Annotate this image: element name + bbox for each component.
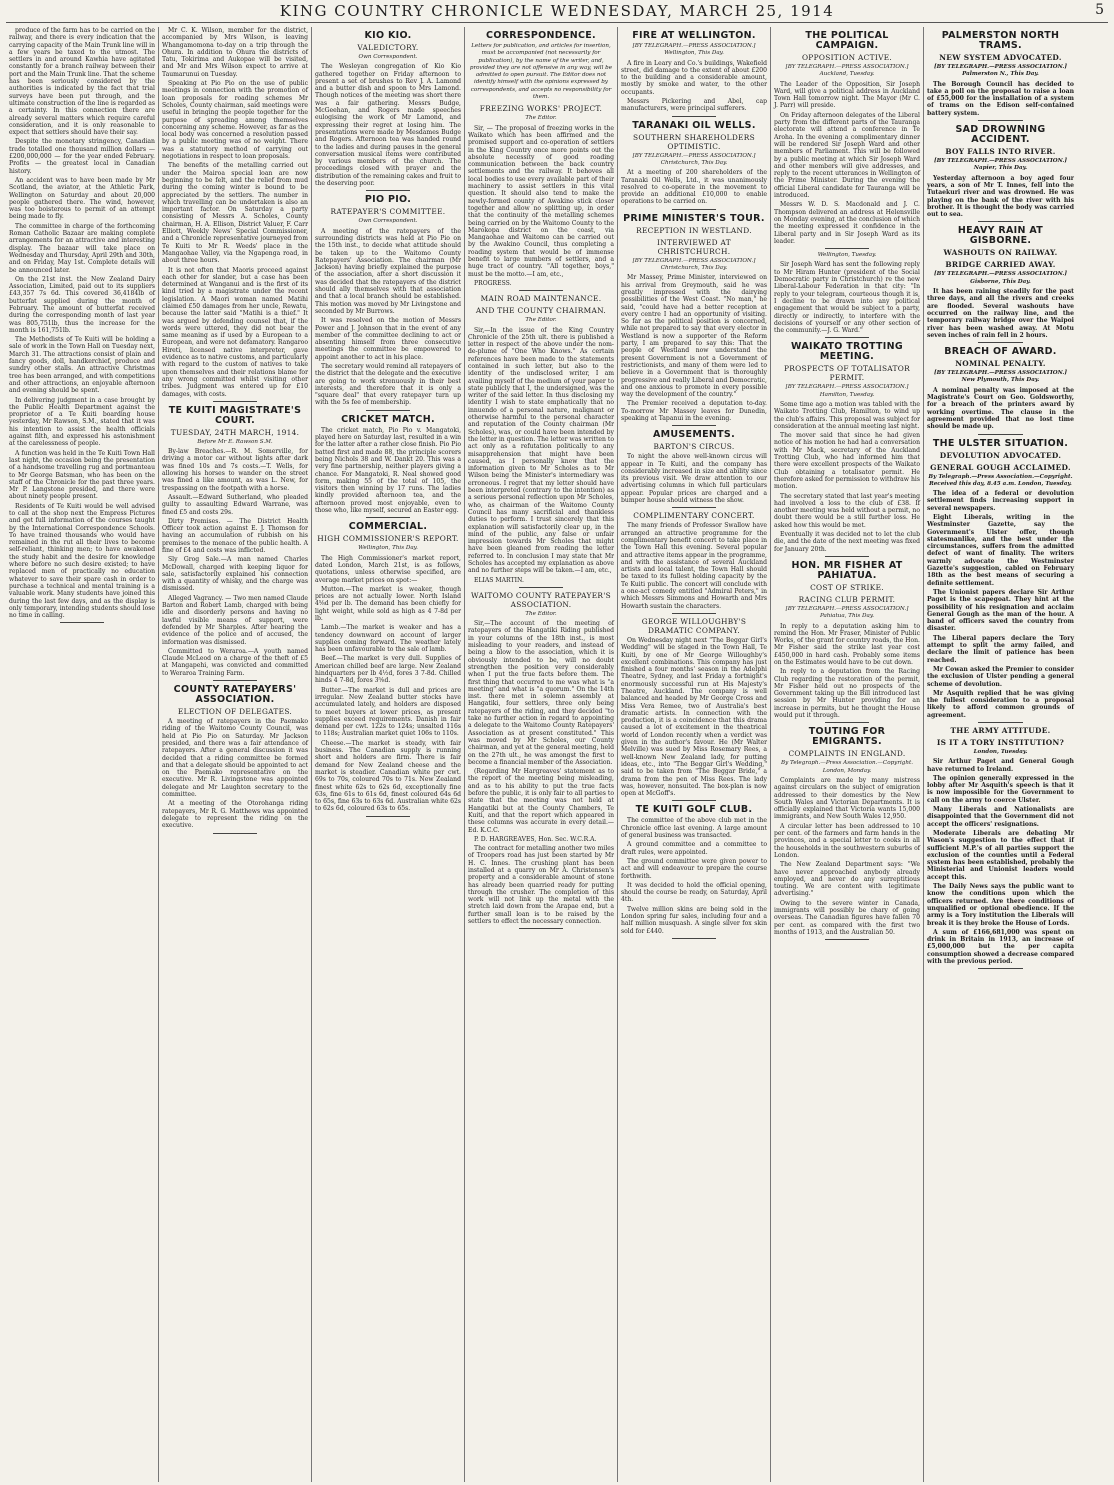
article-paragraph: The many friends of Professor Swallow have arranged an attractive programme for the complimentary benefit concert to take place in the Town Hall this evening. Several popular and attractive items appear in the programme, and with the assistance of several Auckland artists and local talent, the Town Hall should be taxed to its fullest holding capacity by the Te Kuiti public. The concert will conclude with a one-act comedy entitled "Admiral Peters," in which Messrs Simmons and Howarth and Mrs Howarth sustain the characters. <box>621 522 767 610</box>
article-paragraph: Sir, — The proposal of freezing works in the Waikato which has been affirmed and the promised support and co-operation of settlers in the King Country once more points out the absolute necessity of good roading communication between the back country settlements and the railway. It behoves all local bodies to use every available part of their machinery to assist settlers in this vital question. It should also tend to make the newly-formed county of Awakino stick closer together and allow no splitting up, in order that the continuity of the metalling schemes being carried on by the Waitomo County to the Marokopa district on the coast, via Mangaohae and Waitomo can be carried out by the Awakino Council, thus completing a roading system that would be of immense benefit to large numbers of settlers, and a huge tract of country. "All together, boys," must be the motto.—I am, etc., <box>468 124 614 278</box>
article-divider <box>825 248 869 249</box>
article-paragraph: Sir,—In the issue of the King Country Chronicle of the 25th ult. there is published a letter in respect of the above under the nom-de-plume of "One Who Knows." As certain references have been made to the statements contained in such letter, but also to the identity of the undisclosed writer, I am availing myself of the medium of your paper to state publicly that I, the undersigned, was the writer of the said letter. In thus disclosing my identity I wish to state emphatically that no innuendo of a personal nature, malignant or otherwise harmful to the personal character and reputation of the County chairman (Mr Scholes), was, or could have been intended by the letter in question. The letter was written to act only as a refutation politically to any misapprehension that might have been caused, as I personally knew that the information given to Mr Scholes as to Mr Wilson being the Minister's intermediary was erroneous. I regret that my letter should have been interpreted (contrary to the intention) as a serious personal reflection upon Mr Scholes, who, as chairman of the Waitomo County Council has many sacrificial and thankless duties to perform. I trust sincerely that this explanation will satisfactorily clear up, in the mind of the public, any false or unfair impression towards Mr Scholes that might have been gleaned from reading the letter referred to. In conclusion I may state that Mr Scholes has accepted my explanation as above and no further steps will be taken.—I am, etc., <box>468 326 614 575</box>
article <box>315 195 461 406</box>
article <box>774 31 920 245</box>
article-paragraph: The benefits of the metalling carried out under the Mairoa special loan are now beginning to be felt, and the relief from mud during the coming winter is bound to be appreciated by the settlers. The number in which travelling can be undertaken is also an important factor. On Saturday a party consisting of Messrs A. Scholes, County chairman, H. A. Ellison, District Valuer, F. Carr Elliott, Weekly News' Special Commissioner, and a Chronicle representative journeyed from Te Kuiti to Mr R. Weeds' place in the Mangaohae Valley, via the Ngapenga road, in about three hours. <box>162 162 308 265</box>
article <box>468 294 614 303</box>
article-dateline: Before Mr E. Rawson S.M. <box>197 438 273 445</box>
article-dateline: [BY TELEGRAPH.—PRESS ASSOCIATION.] Wellington, This Day. <box>632 43 756 57</box>
article-dateline: [BY TELEGRAPH.—PRESS ASSOCIATION.] Palmerston N., This Day. <box>934 64 1067 78</box>
article-subheading: COST OF STRIKE. <box>810 582 884 592</box>
column-3 <box>312 27 465 1482</box>
article-divider <box>366 517 410 518</box>
article-paragraph: It was decided to hold the official opening, should the course be ready, on Saturday, April 4th. <box>621 881 767 904</box>
article-divider <box>366 190 410 191</box>
article <box>774 561 920 592</box>
article-paragraph: Assault.—Edward Sutherland, who pleaded guilty to assaulting Edward Warrane, was fined £5 and costs 29s. <box>162 493 308 516</box>
article-heading: TARANAKI OIL WELLS. <box>632 119 756 131</box>
article <box>468 306 614 584</box>
article <box>468 104 614 287</box>
article-heading: CORRESPONDENCE. <box>486 30 596 41</box>
article-paragraph: A meeting of the ratepayers of the surrounding districts was held at Pio Pio on the 15th inst., to decide what attitude should be taken up to the Waitomo County Ratepayers' Association. The chairman (Mr Jackson) having briefly explained the purpose of the association, after a short discussion it was decided that the ratepayers of the district should ally themselves with that association and that a local branch should be established. This motion was moved by Mr Livingstone and seconded by Mr Burrows. <box>315 227 461 315</box>
article-paragraph: The committee in charge of the forthcoming Roman Catholic Bazaar are making complete arrangements for an attractive and interesting display. The bazaar will take place on Wednesday and Thursday, April 29th and 30th, and on Friday, May 1st. Complete details will be announced later. <box>9 222 155 274</box>
article-paragraph: Moderate Liberals are debating Mr Wason's suggestion to the effect that if sufficient M.P.'s of all parties support the exclusion of the counties until a Federal system has been established, probably the Ministerial and Unionist leaders would accept this. <box>927 829 1074 881</box>
article-subheading: WAITOMO COUNTY RATEPAYER'S ASSOCIATION. <box>471 590 611 609</box>
article-paragraph: Cheese.—The market is steady, with fair business. The Canadian supply is running short and holders are firm. There is fair demand for New Zealand cheese and the market is steadier. Canadian white per cwt. 69s to 70s, coloured 70s to 71s. New Zealand finest white 62s to 62s 6d, exceptionally fine 63s, fine 61s to 61s 6d, finest coloured 64s 6d to 65s, fine 63s to 63s 6d. Australian white 62s to 62s 6d, coloured 63s to 65s. <box>315 739 461 813</box>
article-heading: BREACH OF AWARD. <box>944 346 1057 358</box>
article-paragraph: The idea of a federal or devolution settlement finds increasing support in several newspapers. <box>927 490 1074 512</box>
article-dateline: Wellington, This Day. <box>358 545 418 552</box>
article-paragraph: The committee of the above club met in the Chronicle office last evening. A large amount of general business was transacted. <box>621 817 767 840</box>
article-paragraph: The contract for metalling another two miles of Troopers road has just been started by Mr H. C. Innes. The crushing plant has been installed at a quarry on Mr A. Christensen's property and a considerable amount of stone has already been quarried ready for putting through the crusher. The completion of this work will not link up the metal with the stretch laid down from the Arapae end, but a further small loan is to be raised by the settlers to effect the necessary connection. <box>468 845 614 926</box>
article-heading: PRIME MINISTER'S TOUR. <box>623 212 765 224</box>
article-paragraph: Sir Arthur Paget and General Gough have returned to Ireland. <box>927 758 1074 773</box>
article-paragraph: It has been raining steadily for the past three days, and all the rivers and creeks are flooded. Several washouts have occurred on the railway line, and the temporary railway bridge over the Waipoi river has been washed away. At Motu seven inches of rain fell in 2 hours. <box>927 288 1074 339</box>
article-dateline: [BY TELEGRAPH.—PRESS ASSOCIATION.] New Plymouth, This Day. <box>934 370 1067 384</box>
article <box>162 406 308 677</box>
article-divider <box>519 928 563 929</box>
article-subheading: ELECTION OF DELEGATES. <box>177 707 293 717</box>
article <box>315 415 461 515</box>
column-2 <box>159 27 312 1482</box>
article-paragraph: The Unionist papers declare Sir Arthur Paget is the scapegoat. They hint at the possibility of his resignation and acclaim General Gough as the man of the hour. A band of officers saved the country from disaster. <box>927 588 1074 633</box>
article-paragraph: A meeting of ratepayers in the Paemako riding of the Waitomo County Council, was held at Pio Pio on Saturday. Mr Jackson presided, and there was a fair attendance of ratepayers. After a general discussion it was decided that a riding committee be formed and that a delegate should be appointed to act on the Paemako representative on the executive. Mr R. Livingstone was appointed delegate and Mr Laughton secretary to the committee. <box>162 718 308 799</box>
article-paragraph: Sly Grog Sale.—A man named Charles McDowall, charged with keeping liquor for sale, satisfactorily explained his connection with a quantity of whisky, and the charge was dismissed. <box>162 556 308 593</box>
article-paragraph: Alleged Vagrancy. — Two men named Claude Barton and Robert Lamb, charged with being idle and disorderly persons and having no lawful visible means of support, were defended by Mr Sharples. After hearing the evidence of the police and of accused, the information was dismissed. <box>162 594 308 646</box>
article-divider <box>825 939 869 940</box>
article-paragraph: At a meeting of the Otorohanga riding ratepayers, Mr R. G. Matthews was appointed delegate to represent the riding on the executive. <box>162 800 308 830</box>
article-subheading: IS IT A TORY INSTITUTION? <box>936 738 1065 747</box>
article-divider <box>672 507 716 508</box>
article <box>621 430 767 504</box>
article <box>621 31 767 113</box>
article-dateline: [BY TELEGRAPH.—PRESS ASSOCIATION.] Gisborne, This Day. <box>934 271 1067 285</box>
article <box>468 31 614 101</box>
article-subheading: RECEPTION IN WESTLAND. <box>636 225 752 235</box>
article-heading: SAD DROWNING ACCIDENT. <box>955 124 1046 146</box>
article-paragraph: Sir,—The account of the meeting of ratepayers of the Hangatiki Riding published in your columns of the 18th inst., is most misleading to your readers, and instead of being a blow to the association, which it is obviously intended to be, will no doubt strengthen the position very considerably when I put the true facts before them. The first thing that occurred to me was what is "a meeting" and what is "a quorum." On the 14th inst. there met in solemn assembly at Hangatiki, four settlers, three only being ratepayers of the riding, and they decided "to take no further action in regard to appointing a delegate to the Waitomo County Ratepayers' Association as at present constituted." This was moved by Mr Scholes, our County chairman, and yet at the general meeting, held on the 27th ult., he was amongst the first to become a financial member of the Association. <box>468 620 614 766</box>
article-paragraph: Despite the monetary stringency, Canadian trade totalled one thousand million dollars — £200,000,000 — for the year ended February. Profits — the greatest local in Canadian history. <box>9 138 155 175</box>
article-paragraph: Owing to the severe winter in Canada, immigrants will possibly be chary of going overseas. The Canadian figures have fallen 70 per cent. as compared with the first two months of 1913, and the Australian 50. <box>774 899 920 936</box>
article-divider <box>672 425 716 426</box>
article <box>162 685 308 829</box>
article-paragraph: A circular letter has been addressed to 10 per cent. of the farmers and farm hands in the provinces, and a special letter to cooks in all the households in the southwestern suburbs of London. <box>774 822 920 859</box>
article <box>774 252 920 334</box>
article-divider <box>366 816 410 817</box>
article-subheading: MAIN ROAD MAINTENANCE. <box>480 294 602 304</box>
column-1 <box>6 27 159 1482</box>
article-heading: CRICKET MATCH. <box>341 413 435 425</box>
article-subheading: TUESDAY, 24TH MARCH, 1914. <box>170 427 300 437</box>
article-paragraph: To night the above well-known circus will appear in Te Kuiti, and the company has considerably increased in size and ability since its previous visit. We draw attention to our advertising columns in which full particulars appear. Popular prices are charged and a bumper house should witness the show. <box>621 453 767 505</box>
article <box>621 121 767 206</box>
article-subheading: WASHOUTS ON RAILWAY. <box>943 248 1058 258</box>
article-dateline: Own Correspondent. <box>358 54 418 60</box>
article-dateline: [BY TELEGRAPH.—PRESS ASSOCIATION.] Hamilton, Tuesday. <box>785 384 909 398</box>
article <box>9 27 155 619</box>
column-7 <box>924 27 1077 1482</box>
page-number: 5 <box>1095 2 1104 18</box>
article-dateline: Wellington, Tuesday. <box>817 252 877 259</box>
article-paragraph: A function was held in the Te Kuiti Town Hall last night, the occasion being the presentation of a handsome travelling rug and portmanteau to Mr George Batsman, who has been on the staff of the Chronicle for the past three years. Mr P. Langstone presided, and there were about ninety people present. <box>9 449 155 501</box>
article-heading: THE ULSTER SITUATION. <box>932 437 1069 449</box>
article <box>927 347 1074 430</box>
article-paragraph: The opinion generally expressed in the lobby after Mr Asquith's speech is that it is now impossible for the Government to call on the army to coerce Ulster. <box>927 774 1074 804</box>
article-heading: TOUTING FOR EMIGRANTS. <box>808 726 886 748</box>
article-paragraph: Messrs Pickering and Abel, cap manufacturers, were principal sufferers. <box>621 98 767 113</box>
article-paragraph: The Wesleyan congregation of Kio Kio gathered together on Friday afternoon to present a set of brushes to Rev J. A. Lamond and a butter dish and spoon to Mrs Lamond. Though notices of the meeting was short there was a fair gathering. Messrs Budge, McGeehan, and Rogers made speeches eulogising the work of Mr Lamond, and expressing their regret at losing him. The presentations were made by Mesdames Budge and Rogers. Afternoon tea was handed round to the ladies and during pauses in the general conversation musical items were contributed by various members of the church. The proceedings closed with prayer and the distribution of the remaining cakes and fruit to the deserving poor. <box>315 63 461 188</box>
article <box>621 617 767 798</box>
article-subheading: DEVOLUTION ADVOCATED. <box>939 450 1062 460</box>
article-subheading: AND THE COUNTY CHAIRMAN. <box>475 306 607 316</box>
article-divider <box>672 116 716 117</box>
article-paragraph: The Liberal papers declare the Tory attempt to split the army failed, and declare the limit of patience has been reached. <box>927 634 1074 664</box>
article-heading: FIRE AT WELLINGTON. <box>632 30 756 41</box>
article <box>927 226 1074 257</box>
article <box>621 214 767 235</box>
article-paragraph: Dirty Premises. — The District Health Officer took action against E. J. Thomson for having an accumulation of rubbish on his premises to the menace of the public health. A fine of £4 and costs was inflicted. <box>162 517 308 554</box>
article <box>927 726 1074 735</box>
article-divider <box>978 722 1022 723</box>
article-paragraph: Messrs W. D. S. Macdonald and J. C. Thompson delivered an address at Helensville on Monday evening, at the conclusion of which the meeting expressed it confidence in the Liberal party and in Sir Joseph Ward as its leader. <box>774 201 920 245</box>
article-paragraph: At a meeting of 200 shareholders of the Taranaki Oil Wells, Ltd., it was unanimously resolved to co-operate in the movement to provide an additional £10,000 to enable operations to be carried on. <box>621 169 767 206</box>
article <box>927 31 1074 117</box>
article-paragraph: By-law Breaches.—R. M. Somerville, for driving a motor car without lights after dark was fined 10s and 7s costs.—T. Wells, for allowing his horses to wander on the street was fined a like amount, as was L. New, for trespassing on the footpath with a horse. <box>162 448 308 492</box>
article-paragraph: Many Liberals and Nationalists are disappointed that the Government did not accept the officers' resignations. <box>927 806 1074 828</box>
article-dateline: [BY TELEGRAPH.—PRESS ASSOCIATION.] Auckland, Tuesday. <box>785 64 909 78</box>
article-paragraph: Complaints are made by many mistress against circulars on the subject of emigration addressed to their domestics by the New South Wales and Victorian Departments. It is officially explained that Victoria wants 15,000 immigrants, and New South Wales 12,950. <box>774 776 920 821</box>
article-dateline: Own Correspondent. <box>358 218 418 225</box>
article-dateline: The Editor. <box>525 317 557 324</box>
article-paragraph: It was resolved on the motion of Messrs Power and J. Johnson that in the event of any member of the committee declining to act or absenting himself from three consecutive meetings the committee be empowered to appoint another to act in his place. <box>315 317 461 361</box>
article-divider <box>978 342 1022 343</box>
article-dateline: The Editor. <box>525 115 557 122</box>
article-subheading: GEORGE WILLOUGHBY'S DRAMATIC COMPANY. <box>641 616 747 635</box>
article-paragraph: In delivering judgment in a case brought by the Public Health Department against the proprietor of a Te Kuiti boarding house yesterday, Mr Rawson, S.M., stated that it was his intention to assist the health officials against filth, and expressed his astonishment at the carelessness of people. <box>9 396 155 448</box>
article-divider <box>519 587 563 588</box>
article-paragraph: The Borough Council has decided to take a poll on the proposal to raise a loan of £55,000 for the installation of a system of trams on the Edison self-contained battery system. <box>927 80 1074 117</box>
article-dateline: By Telegraph.—Press Association.—Copyright. London, Monday. <box>780 760 913 774</box>
article-paragraph: A nominal penalty was imposed at the Magistrate's Court on Geo. Goldsworthy, for a breach of the printers award by working overtime. The clause in the agreement provided that no lost time should be made up. <box>927 386 1074 431</box>
article-paragraph: (Regarding Mr Hargreaves' statement as to the report of the meeting being misleading, and as to his ability to put the true facts before the public, it is only fair to all parties to state that the meeting was not held at Hangatiki but at the County Chambers, Te Kuiti, and that the report which appeared in these columns was accurate in every detail.—Ed. K.C.C. <box>468 768 614 834</box>
article-paragraph: Speaking at Pio Pio on the use of public meetings in connection with the promotion of loan proposals for roading schemes Mr Scholes, County chairman, said meetings were useful in bringing the people together for the purpose of spreading among themselves concerning any scheme. However, as far as the local body was concerned a resolution passed by a public meeting was of no weight. There was a statutory method of carrying out negotiations in respect to loan proposals. <box>162 80 308 161</box>
article-dateline: [BY TELEGRAPH.—PRESS ASSOCIATION.] Pahiatua, This Day. <box>785 605 909 620</box>
masthead <box>6 0 1108 23</box>
article-paragraph: A sum of £166,681,000 was spent on drink in Britain in 1913, an increase of £5,000,000 but the per capita consumption showed a decrease compared with the previous period. <box>927 928 1074 966</box>
newspaper-title: KING COUNTRY CHRONICLE WEDNESDAY, MARCH 25, 1914 <box>279 2 835 20</box>
article <box>162 27 308 398</box>
article-subheading: VALEDICTORY. <box>357 43 419 52</box>
article-subheading: BRIDGE CARRIED AWAY. <box>945 260 1056 270</box>
article-divider <box>978 120 1022 121</box>
article-subheading: COMPLAINTS IN ENGLAND. <box>788 749 906 759</box>
article-heading: WAIKATO TROTTING MEETING. <box>791 341 903 363</box>
article-paragraph: Mr Massey, Prime Minister, interviewed on his arrival from Greymouth, said he was greatly impressed with the dairying possibilities of the West Coast. "No man," he said, "could have had a better reception at every centre I had an opportunity of visiting. So far as the political position is concerned, while not prepared to say that every elector in Westland is now a supporter of the Reform party, I am prepared to say this: That the people of Westland now understand the present Government is not a Government of restrictionists, and many of them were led to believe in a Government that is thoroughly progressive and really Liberal and Democratic, and one anxious to promote in every possible way the development of the country." <box>621 274 767 399</box>
article <box>468 591 614 925</box>
article-subheading: GENERAL GOUGH ACCLAIMED. <box>930 462 1071 472</box>
article <box>774 727 920 936</box>
article-heading: PIO PIO. <box>364 194 412 206</box>
article-subheading: BARTON'S CIRCUS. <box>653 442 735 452</box>
article <box>927 125 1074 218</box>
article-heading: COMMERCIAL. <box>348 521 428 533</box>
article-paragraph: The High Commissioner's market report, dated London, March 21st, is as follows, quotations, unless otherwise specified, are average market prices on spot:— <box>315 554 461 584</box>
article-heading: PALMERSTON NORTH TRAMS. <box>941 30 1060 51</box>
newspaper-columns <box>6 27 1108 1482</box>
article-paragraph: Butter.—The market is dull and prices are irregular. New Zealand butter stocks have accumulated lately, and holders are disposed to meet buyers at lower prices, as present supplies exceed requirements. Danish in fair demand per cwt. 122s to 124s; unsalted 116s to 118s; Australian market quiet 106s to 110s. <box>315 686 461 738</box>
article-dateline: [BY TELEGRAPH.—PRESS ASSOCIATION.] Christchurch, This Day. <box>632 257 756 272</box>
article-paragraph: Mr Asquith replied that he was giving the fullest consideration to a proposal likely to afford common grounds of agreement. <box>927 689 1074 719</box>
article <box>774 595 920 719</box>
article-paragraph: Lamb.—The market is weaker and has a tendency downward on account of larger supplies coming forward. The weather lately has been unfavourable to the sale of lamb. <box>315 624 461 654</box>
article-paragraph: ELIAS MARTIN. <box>474 576 524 584</box>
article <box>927 260 1074 339</box>
article-heading: KIO KIO. <box>364 30 412 41</box>
article-subheading: BOY FALLS INTO RIVER. <box>945 147 1056 157</box>
column-5 <box>618 27 771 1482</box>
article-paragraph: Yesterday afternoon a boy aged four years, a son of Mr T. Innes, fell into the Tutaekuri river and was drowned. He was playing on the bank of the river with his brother. It is thought the body was carried out to sea. <box>927 174 1074 219</box>
article-paragraph: Mr Cowan asked the Premier to consider the exclusion of Ulster pending a general scheme of devolution. <box>927 665 1074 688</box>
article-divider <box>978 968 1022 969</box>
article-paragraph: PROGRESS. <box>474 279 512 287</box>
article-heading: HON. MR FISHER AT PAHIATUA. <box>791 559 903 581</box>
article-divider <box>825 722 869 723</box>
article-paragraph: A fire in Leary and Co.'s buildings, Wakefield street, did damage to the extent of about £200 to the building and a considerable amount, mostly by smoke and water, to the other occupants. <box>621 59 767 96</box>
article <box>927 738 1074 965</box>
article-paragraph: The Leader of the Opposition, Sir Joseph Ward, will give a political address in Auckland Town Hall tomorrow night. The Mayor (Mr C. J. Parr) will preside. <box>774 80 920 110</box>
article-paragraph: An accident was to have been made by Mr Scotland, the aviator, at the Athletic Park, Wellington on Saturday and about 20,000 people gathered there. The wind, however, was too boisterous to permit of an attempt being made to fly. <box>9 176 155 221</box>
article-subheading: RACING CLUB PERMIT. <box>798 594 896 604</box>
article-paragraph: Eventually it was decided not to let the club die, and the date of the next meeting was fixed for January 20th. <box>774 531 920 553</box>
article-paragraph: On the 21st inst. the New Zealand Dairy Association, Limited, paid out to its suppliers £43,357 7s 6d. This covered 36,4184lb of butterfat supplied during the month of February. The amount of butterfat received during the corresponding month of last year was 805,751lb, thus the increase for the month is 161,751lb. <box>9 275 155 334</box>
article <box>315 522 461 812</box>
article-paragraph: produce of the farm has to be carried on the railway, and there is every indication that the carrying capacity of the Main Trunk line will in a few years be taxed to the utmost. The settlers in and around Kawhia have agitated constantly for a branch railway between their port and the Main Trunk line. That the scheme has been seriously considered by the authorities is indicated by the fact that trial surveys have been put through, and the ultimate construction of the line is regarded as a certainty. In this connection there are already several matters which require careful consideration, and it is only reasonable to expect that settlers should have their say. <box>9 27 155 137</box>
article-divider <box>60 622 104 623</box>
article-paragraph: Mr C. K. Wilson, member for the district, accompanied by Mrs Wilson, is leaving Whangamomona to-day on a trip through the Ohura. In addition to Ohura the districts of Tatu, Tokirima and Aukopae will be visited, and Mr and Mrs Wilson expect to arrive at Taumarunui on Tuesday. <box>162 27 308 78</box>
article-paragraph: Some time ago a motion was tabled with the Waikato Trotting Club, Hamilton, to wind up the club's affairs. This proposal was subject for consideration at the annual meeting last night. <box>774 400 921 430</box>
article-paragraph: On Wednesday night next "The Beggar Girl's Wedding" will be staged in the Town Hall, Te Kuiti, by one of Mr George Willoughby's excellent combinations. This company has just finished a four months' season in the Adelphi Theatre, Sydney, and last Friday a fortnight's enormously successful run at His Majesty's Theatre, Auckland. The company is well balanced and headed by Mr George Cross and Miss Vera Remee, two of Australia's best dramatic artists. In connection with the production, it is a coincidence that this drama caused a lot of excitement in the theatrical world of London recently when a verdict was given in the author's favour. He (Mr Walter Melville) was sued by Miss Rosemary Rees, a well-known New Zealand lady, for putting ideas, etc., into "The Beggar Girl's Wedding," said to be taken from "The Beggar Bride," a drama from the pen of Miss Rees. The lady was, however, nonsuited. The box-plan is now open at McGoff's. <box>621 636 767 798</box>
article-divider <box>213 401 257 402</box>
article-heading: AMUSEMENTS. <box>653 429 735 441</box>
article-subheading: RATEPAYER'S COMMITTEE. <box>330 207 446 217</box>
article-paragraph: In reply to a deputation asking him to remind the Hon. Mr Fraser, Minister of Public Works, of the grant for country roads, the Hon. Mr Fisher said the strike last year cost £450,000 in hard cash. Probably some items on the Estimates would have to be cut down. <box>774 622 920 666</box>
article-paragraph: Beef.—The market is very dull. Supplies of American chilled beef are large. New Zealand hindquarters per lb 4½d, fores 3 7-8d. Chilled hinds 4 7-8d, fores 3⅝d. <box>315 655 461 685</box>
article-subheading: NEW SYSTEM ADVOCATED. <box>939 53 1062 62</box>
article-paragraph: Sir Joseph Ward has sent the following reply to Mr Hiram Hunter (president of the Social Democratic party in Christchurch) re the new Liberal-Labour Federation in that city: "In reply to your telegram, courteous though it is, I decline to be drawn into any political engagement that would be subject to a party, directly or indirectly, to interfere with the decisions of yourself or any other section of the community.—J. G. Ward." <box>774 261 920 335</box>
article <box>621 511 767 610</box>
article-paragraph: A ground committee and a committee to draft rules, were appointed. <box>621 841 767 856</box>
article-subheading: THE ARMY ATTITUDE. <box>950 726 1051 735</box>
article-subheading: NOMINAL PENALTY. <box>955 359 1046 369</box>
article-divider <box>213 680 257 681</box>
article-dateline: [BY TELEGRAPH.—PRESS ASSOCIATION.] Napier, This Day. <box>934 158 1067 172</box>
article-paragraph: Mutton.—The market is weaker, though prices are not actually lower. North Island 4⅝d per lb. The demand has been chiefly for light weight, while sold as high as 4 7-8d per lb. <box>315 585 461 622</box>
article-paragraph: The secretary would remind all ratepayers of the district that the delegate and the executive are going to work strenuously in their best interests, and therefore that it is only a "square deal" that every ratepayer turn up with the 5s fee of membership. <box>315 362 461 407</box>
article-heading: TE KUITI GOLF CLUB. <box>635 804 753 816</box>
article-divider <box>213 833 257 834</box>
article-paragraph: In reply to a deputation from the Racing Club regarding the restoration of the permit, Mr Fisher held out no prospects of the Government taking up the Bill introduced last session by Mr Hunter providing for an increase in permits, but he thought the House would put it through. <box>774 668 920 720</box>
article <box>927 463 1074 720</box>
article-divider <box>825 556 869 557</box>
article-paragraph: The New Zealand Department says: "We have never approached anybody already employed, and never do any surreptitious touting. We are content with legitimate advertising." <box>774 861 920 898</box>
article-dateline: [BY TELEGRAPH.—PRESS ASSOCIATION.] Christchurch, This Day. <box>632 152 756 166</box>
article-divider <box>672 209 716 210</box>
article-dateline: London, Tuesday. <box>973 749 1028 755</box>
article-heading: HEAVY RAIN AT GISBORNE. <box>957 225 1044 247</box>
article-paragraph: Residents of Te Kuiti would be well advised to call at the shop next the Empress Pictures and get full information of the courses taught by the International Correspondence Schools. To have trained thousands who would have remained in the rut all their lives to become self-reliant, thinking men; to have awakened the study habit and the desire for knowledge where before no such desire existed; to have replaced men of practically no education whatever to save their spare cash in order to purchase a technical and mental training is a valuable work. Many students have joined this during the last few days, and as the display is only temporary, intending students should lose no time in calling. <box>9 502 155 620</box>
article-divider <box>978 221 1022 222</box>
article-paragraph: Committed to Weraroa.—A youth named Claude McLeod on a charge of the theft of £5 at Mangapehi, was convicted and committed to Weraroa Training Farm. <box>162 647 308 677</box>
article-paragraph: Twelve million skins are being sold in the London spring fur sales, including four and a half million musquash. A single silver fox skin sold for £440. <box>621 905 767 935</box>
article <box>315 31 461 187</box>
article-subheading: FREEZING WORKS' PROJECT. <box>479 104 603 114</box>
article-divider <box>672 613 716 614</box>
article-dateline: The Editor. <box>525 610 557 617</box>
article-dateline: By Telegraph.—Press Association.—Copyright. Received this day, 8.45 a.m. London, Tuesday. <box>928 473 1073 487</box>
article-subheading: OPPOSITION ACTIVE. <box>801 53 893 62</box>
article <box>621 805 767 934</box>
column-4 <box>465 27 618 1482</box>
article-divider <box>519 290 563 291</box>
article-subheading: HIGH COMMISSIONER'S REPORT. <box>317 534 459 544</box>
article-divider <box>672 800 716 801</box>
article-subheading: PROSPECTS OF TOTALISATOR PERMIT. <box>784 364 910 383</box>
article-divider <box>978 434 1022 435</box>
article-paragraph: The ground committee were given power to act and will endeavour to prepare the course forthwith. <box>621 857 767 880</box>
article-paragraph: Eight Liberals, writing in the Westminster Gazette, say the Government's Ulster offer, though statesmanlike, and the best under the circumstances, suffers from the admitted defect of want of finality. The writers warmly advocate the Westminster Gazette's suggestion, cabled on February 18th as the best means of securing a definite settlement. <box>927 513 1074 587</box>
article-paragraph: P. D. HARGREAVES, Hon. Sec. W.C.R.A. <box>474 835 597 843</box>
article-dateline: Letters for publication, and articles for insertion, must be accompanied (not necessarily for publication), by the name of the writer, and, provided they are not offensive in any way, will be admitted to open pursuit. The Editor does not identify himself with the opinions expressed by correspondents, and accepts no responsibility for them. <box>469 43 613 101</box>
article-paragraph: The Premier received a deputation to-day. To-morrow Mr Massey leaves for Dunedin, speaking at Tapanui in the evening. <box>621 400 767 422</box>
article-paragraph: The Methodists of Te Kuiti will be holding a sale of work in the Town Hall on Tuesday next, March 31. The attractions consist of plain and fancy goods, doll, handkerchief, produce and sundry other stalls. An attractive Christmas tree has been arranged, and with competitions and other attractions, an enjoyable afternoon and evening should be spent. <box>9 336 155 395</box>
article-paragraph: The cricket match, Pio Pio v. Mangatoki, played here on Saturday last, resulted in a win for the latter after a rather close finish. Pio Pio batted first and made 88, the principle scorers being Nichols 38 and W. Dankt 20. This was a very fine partnership, neither players giving a chance. For Mangatoki, R. Neal showed good form, making 55 of the total of 105, the visitors then winning by 17 runs. The ladies kindly provided afternoon tea, and the afternoon proved most enjoyable, even to those who, like myself, secured an Easter egg. <box>315 426 461 515</box>
article-paragraph: On Friday afternoon delegates of the Liberal party from the different parts of the Tauranga electorate will attend a conference in Te Aroha. In the evening a complimentary dinner will be rendered Sir Joseph Ward and other members of Parliament. This will be followed by a public meeting at which Sir Joseph Ward and other members will give addresses, and reply to the recent utterances in Wellington of the Prime Minister. During the evening the official Liberal candidate for Tauranga will be introduced. <box>774 111 920 200</box>
article <box>927 439 1074 460</box>
article-subheading: SOUTHERN SHAREHOLDERS OPTIMISTIC. <box>633 132 755 151</box>
article-heading: TE KUITI MAGISTRATE'S COURT. <box>168 404 302 426</box>
article-subheading: INTERVIEWED AT CHRISTCHURCH. <box>657 237 731 256</box>
article-paragraph: The secretary stated that last year's meeting had involved a loss to the club of £38. If another meeting was held without a permit, no doubt there would be a still further loss. He asked how this would be met. <box>774 492 920 529</box>
article-divider <box>672 938 716 939</box>
article <box>621 238 767 423</box>
column-6 <box>771 27 924 1482</box>
article-paragraph: The Daily News says the public want to know the conditions upon which the officers returned. Are there conditions of unqualified or optional obedience. If the army is a Tory institution the Liberals will break it is they broke the House of Lords. <box>927 883 1074 927</box>
article-heading: COUNTY RATEPAYERS' ASSOCIATION. <box>173 684 297 706</box>
article <box>774 342 920 553</box>
article-paragraph: It is not often that Maoris proceed against each other for slander, but a case has been determined at Wanganui and is the first of its kind tried by a magistrate under the recent legislation. A Maori woman named Matihi claimed £50 damages from her uncle, Rewatu, because the latter said "Matihi is a thief." It was argued by defending counsel that, if the words were uttered, they did not bear the same meaning as if used by a European to a European, and were not defamatory. Rangaroo Hireti, licensed native interpreter, gave evidence as to native customs, and particularly with regard to the custom of natives to take upon themselves and their relations blame for any wrong committed whilst visiting other tribes. Judgment was entered up for £10 damages, with costs. <box>162 266 308 398</box>
article-divider <box>366 410 410 411</box>
article-divider <box>825 337 869 338</box>
article-heading: THE POLITICAL CAMPAIGN. <box>805 30 889 51</box>
article-paragraph: The mover said that since he had given notice of his motion he had had a conversation with Mr Mack, secretary of the Auckland Trotting Club, who had informed him that there were excellent prospects of the Waikato Club obtaining a totalisator permit. He therefore asked for permission to withdraw his motion. <box>774 432 920 491</box>
article-subheading: COMPLIMENTARY CONCERT. <box>633 511 755 521</box>
